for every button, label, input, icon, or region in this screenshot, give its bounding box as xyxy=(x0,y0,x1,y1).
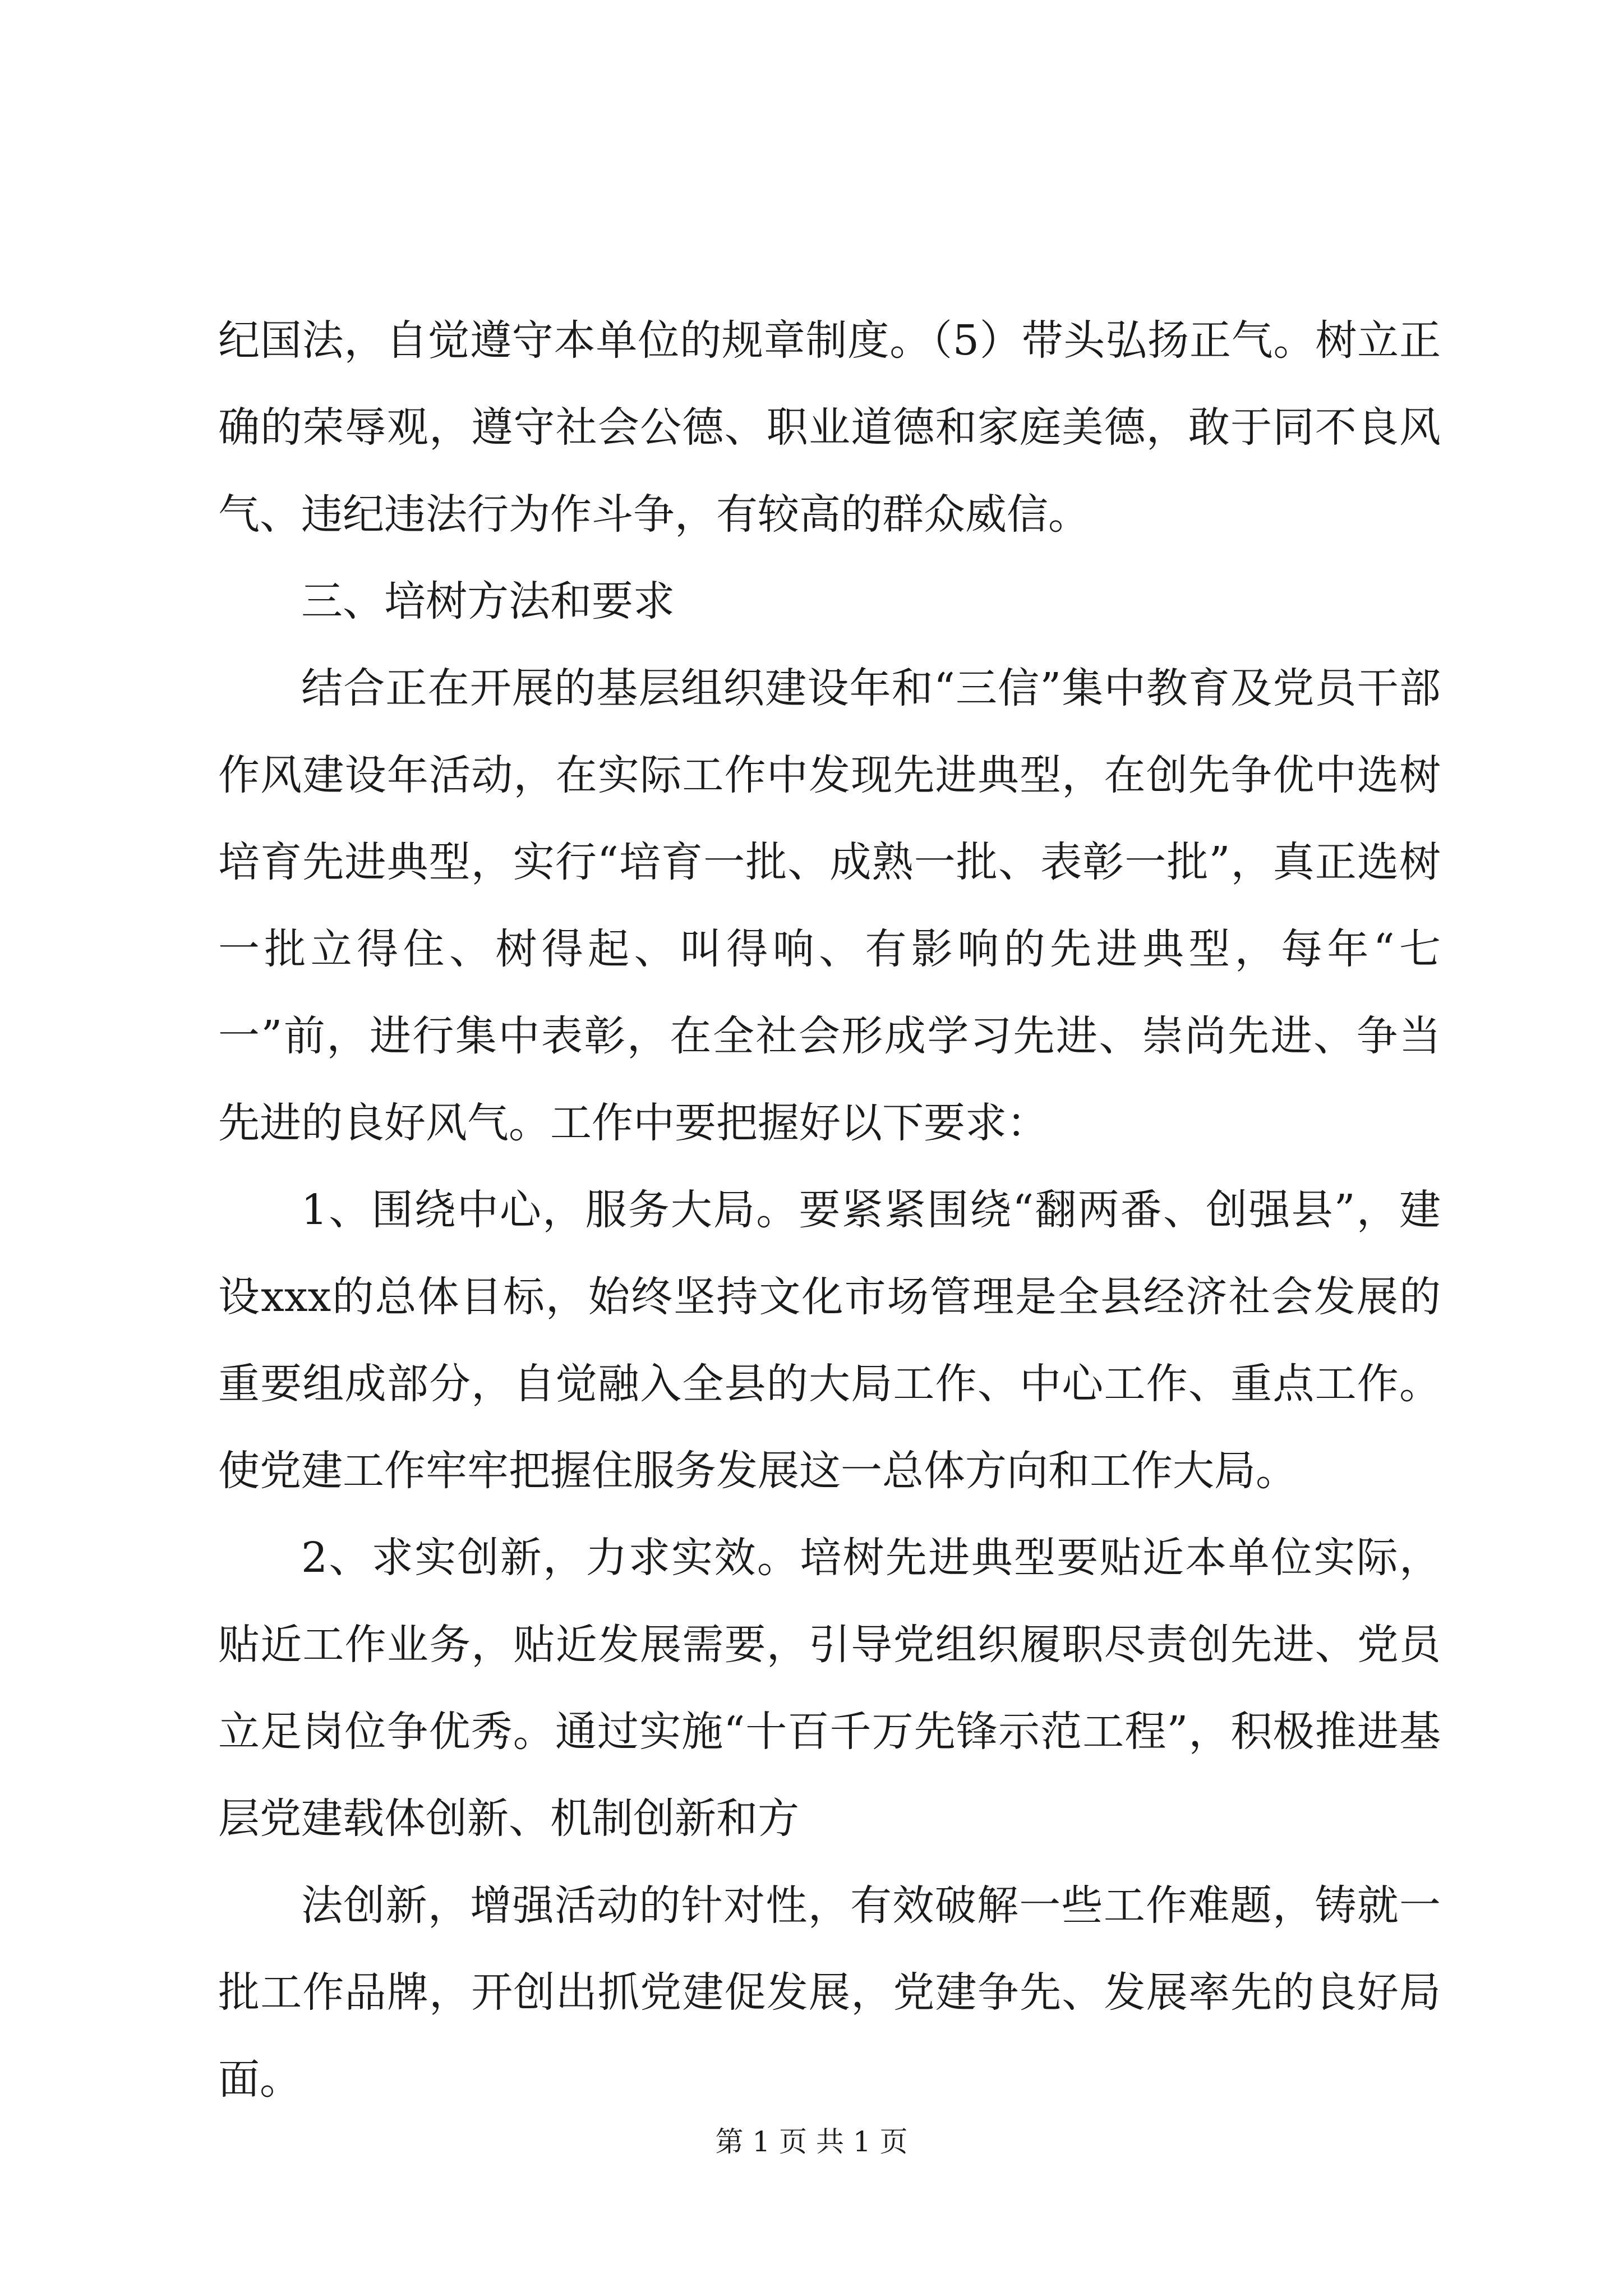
paragraph-2: 结合正在开展的基层组织建设年和“三信”集中教育及党员干部作风建设年活动，在实际工作中发现先进典型，在创先争优中选树培育先进典型，实行“培育一批、成熟一批、表彰一批”，真正选树一批立得住、树得起、叫得响、有影响的先进典型，每年“七一”前，进行集中表彰，在全社会形成学习先进、崇尚先进、争当先进的良好风气。工作中要把握好以下要求： xyxy=(218,664,1441,1147)
paragraph-1: 纪国法，自觉遵守本单位的规章制度。（5）带头弘扬正气。树立正确的荣辱观，遵守社会公德、职业道德和家庭美德，敢于同不良风气、违纪违法行为作斗争，有较高的群众威信。 xyxy=(218,316,1441,539)
paragraph-5: 法创新，增强活动的针对性，有效破解一些工作难题，铸就一批工作品牌，开创出抓党建促发展，党建争先、发展率先的良好局面。 xyxy=(218,1881,1441,2104)
paragraph-4: 2、求实创新，力求实效。培树先进典型要贴近本单位实际，贴近工作业务，贴近发展需要，引导党组织履职尽责创先进、党员立足岗位争优秀。通过实施“十百千万先锋示范工程”，积极推进基层党建载体创新、机制创新和方 xyxy=(218,1534,1441,1843)
page-footer: 第 1 页 共 1 页 xyxy=(715,2125,908,2158)
paragraph-3: 1、围绕中心，服务大局。要紧紧围绕“翻两番、创强县”，建设xxx的总体目标，始终坚持文化市场管理是全县经济社会发展的重要组成部分，自觉融入全县的大局工作、中心工作、重点工作。使党建工作牢牢把握住服务发展这一总体方向和工作大局。 xyxy=(218,1186,1441,1495)
document-body xyxy=(218,297,1441,2123)
section-heading-3: 三、培树方法和要求 xyxy=(301,577,675,625)
